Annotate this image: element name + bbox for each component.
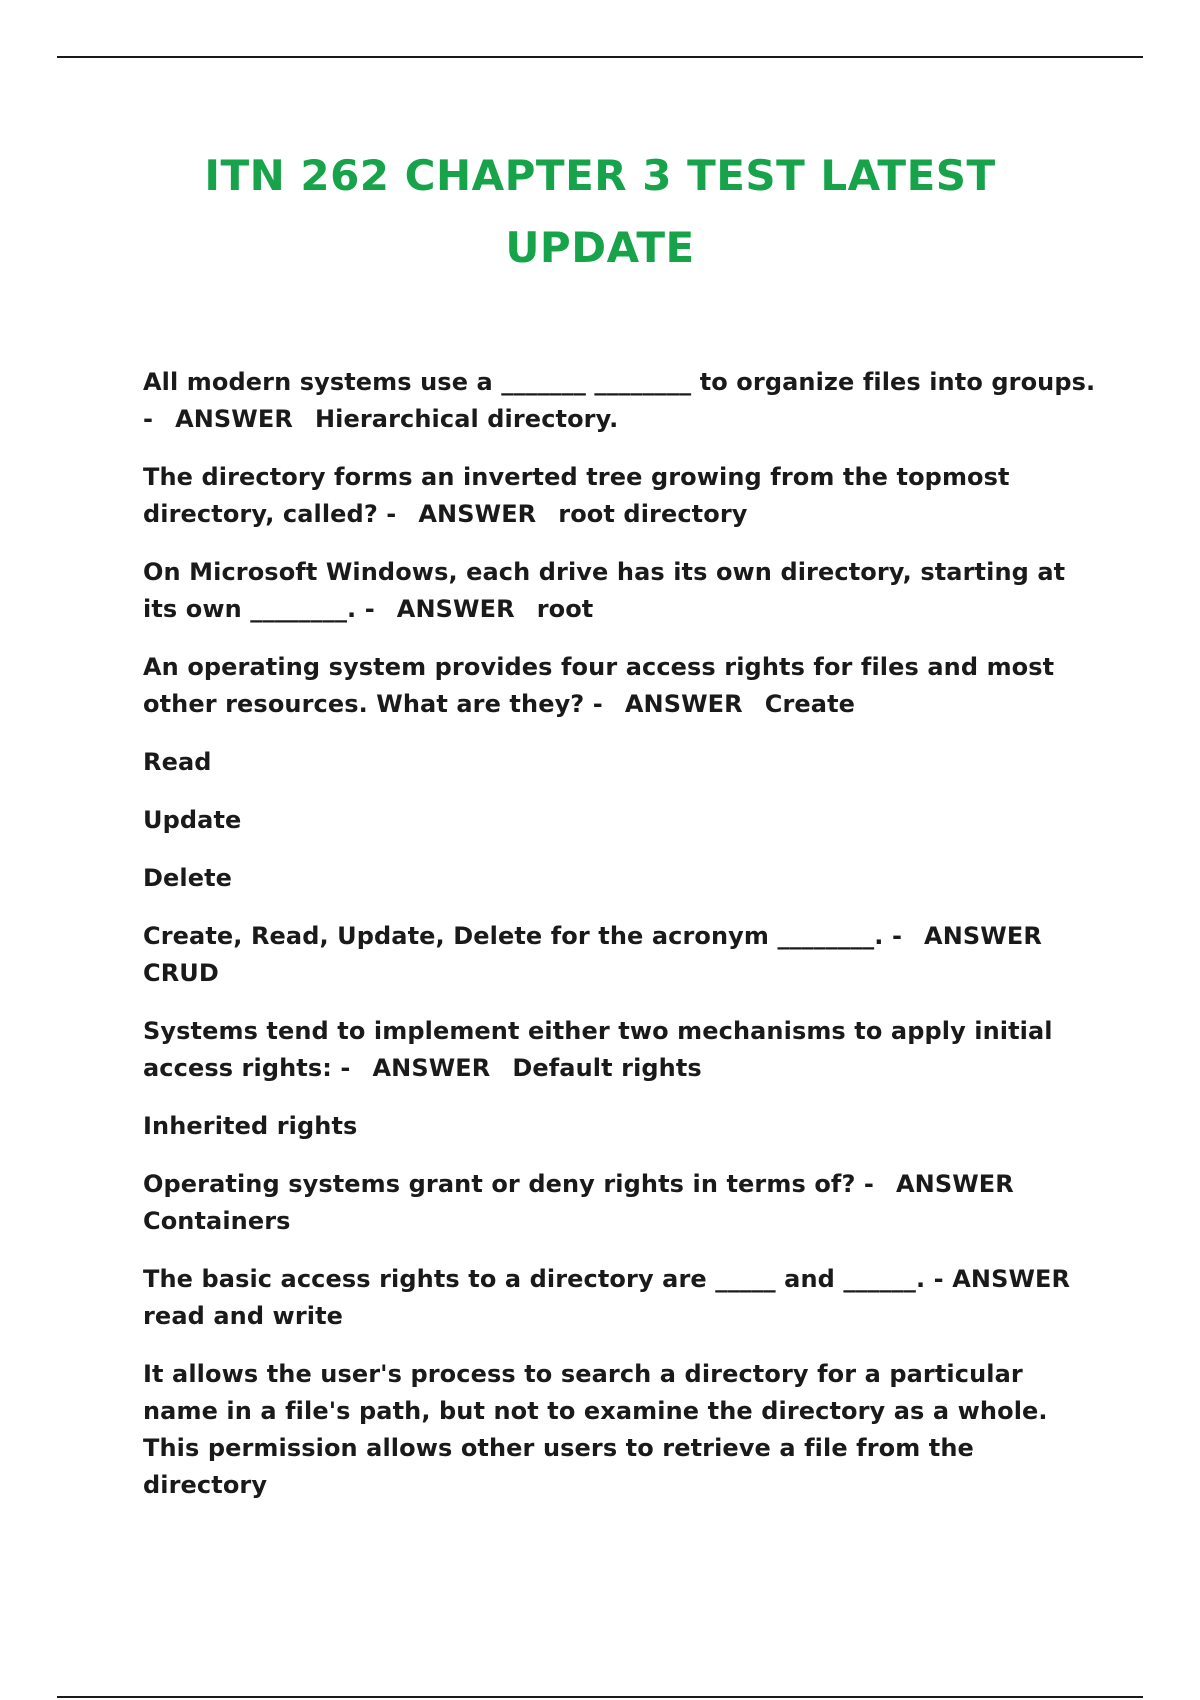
answer-continuation: Inherited rights [143, 1112, 358, 1140]
top-rule [57, 56, 1143, 58]
question-text: Systems tend to implement either two mechanisms to apply initial access rights: - [143, 1017, 1062, 1082]
question-text: Operating systems grant or deny rights in terms of? - [143, 1170, 874, 1198]
document-title: ITN 262 CHAPTER 3 TEST LATEST UPDATE [204, 151, 996, 272]
answer-label: ANSWER [895, 1170, 1014, 1198]
answer-text: CRUD [143, 959, 219, 987]
answer-continuation: Delete [143, 864, 233, 892]
question-text: The basic access rights to a directory are _____ and ______. - [143, 1265, 944, 1293]
answer-label: ANSWER [418, 500, 537, 528]
qa-item [143, 1261, 1103, 1335]
question-text: On Microsoft Windows, each drive has its own directory, starting at its own ________. - [143, 558, 1074, 623]
bottom-rule [57, 1696, 1143, 1698]
answer-label: ANSWER [952, 1265, 1071, 1293]
qa-item [143, 918, 1103, 992]
question-text: It allows the user's process to search a directory for a particular name in a file's path, but not to examine the directory as a whole. This permission allows other users to retrieve a file from the directory [143, 1360, 1057, 1499]
answer-label: ANSWER [624, 690, 743, 718]
answer-continuation: Read [143, 748, 212, 776]
qa-item [143, 459, 1103, 533]
answer-text: Default rights [512, 1054, 702, 1082]
qa-item [143, 1166, 1103, 1240]
answer-text: Create [764, 690, 856, 718]
qa-item [143, 649, 1103, 723]
qa-list [143, 364, 1103, 1525]
qa-item [143, 554, 1103, 628]
answer-continuation: Update [143, 806, 242, 834]
qa-item [143, 364, 1103, 438]
question-text: The directory forms an inverted tree growing from the topmost directory, called? - [143, 463, 1019, 528]
answer-text: root directory [558, 500, 748, 528]
answer-label: ANSWER [396, 595, 515, 623]
question-text: An operating system provides four access rights for files and most other resources. What are they? - [143, 653, 1063, 718]
answer-text: root [536, 595, 594, 623]
answer-label: ANSWER [372, 1054, 491, 1082]
answer-label: ANSWER [175, 405, 293, 433]
answer-text: Hierarchical directory. [314, 405, 619, 433]
question-text: Create, Read, Update, Delete for the acronym ________. - [143, 922, 903, 950]
answer-text: Containers [143, 1207, 291, 1235]
answer-label: ANSWER [924, 922, 1042, 950]
question-text: All modern systems use a _______ ________ to organize files into groups. - [143, 368, 1104, 433]
answer-text: read and write [143, 1302, 344, 1330]
qa-item [143, 1013, 1103, 1087]
